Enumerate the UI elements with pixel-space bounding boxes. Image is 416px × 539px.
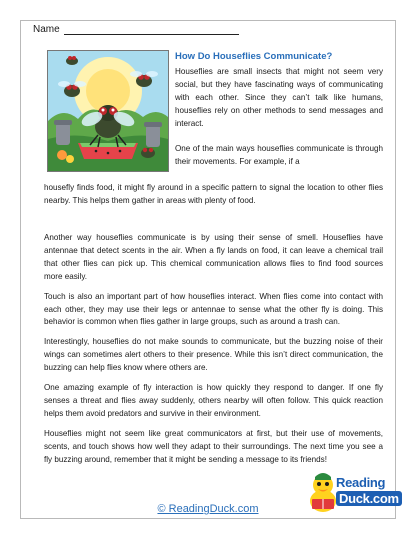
article-paragraph: Touch is also an important part of how houseflies interact. When flies come into contact with each other, they may use their legs or antennae to sense what the other fly is doing. This behavior is common when flies gather in large groups, such as around a trash can.	[44, 291, 383, 327]
article-paragraph-2-wrapped: One of the main ways houseflies communicate is through their movements. For example, if a	[175, 144, 383, 166]
name-label: Name	[33, 24, 60, 35]
name-blank-line[interactable]	[64, 25, 239, 35]
logo-text-reading: Reading	[336, 475, 386, 490]
article-paragraph-2	[175, 143, 383, 169]
article-paragraph-2-continued: housefly finds food, it might fly around in a specific pattern to signal the location to other flies nearby. This helps them gather in areas with plenty of food.	[44, 183, 383, 205]
article-paragraph-1: Houseflies are small insects that might not seem very social, but they have fascinating ways of communicating with each other. Since they can’t talk like humans, houseflies rely on other methods to send messages and interact.	[175, 67, 383, 128]
article-paragraph: Houseflies might not seem like great communicators at first, but their use of movements, scents, and touch shows how well they adapt to their surroundings. The next time you see a fly buzzing around, remember that it might be sending a message to its friends!	[44, 428, 383, 464]
readingduck-link[interactable]: © ReadingDuck.com	[157, 503, 259, 515]
article-paragraph: Another way houseflies communicate is by using their sense of smell. Houseflies have antennae that detect scents in the air. When a fly lands on food, it can leave a chemical trail that other flies can pick up. This chemical communication allows flies to find food sources more easily.	[44, 233, 383, 281]
article-title: How Do Houseflies Communicate?	[175, 51, 333, 62]
article-body	[44, 232, 383, 474]
houseflies-illustration-icon	[48, 51, 168, 171]
name-field-row	[33, 24, 239, 35]
logo-text-duck: Duck.com	[336, 491, 402, 506]
article-paragraph: One amazing example of fly interaction is how quickly they respond to danger. If one fly senses a threat and flies away suddenly, others nearby will often follow. This quick reaction helps them avoid predators and survive in their environment.	[44, 383, 383, 418]
houseflies-illustration	[47, 50, 169, 172]
article-paragraph: Interestingly, houseflies do not make sounds to communicate, but the buzzing noise of their wings can sometimes alert others to their presence. While this isn’t direct communication, the buzzing can help flies know where others are.	[44, 337, 383, 373]
